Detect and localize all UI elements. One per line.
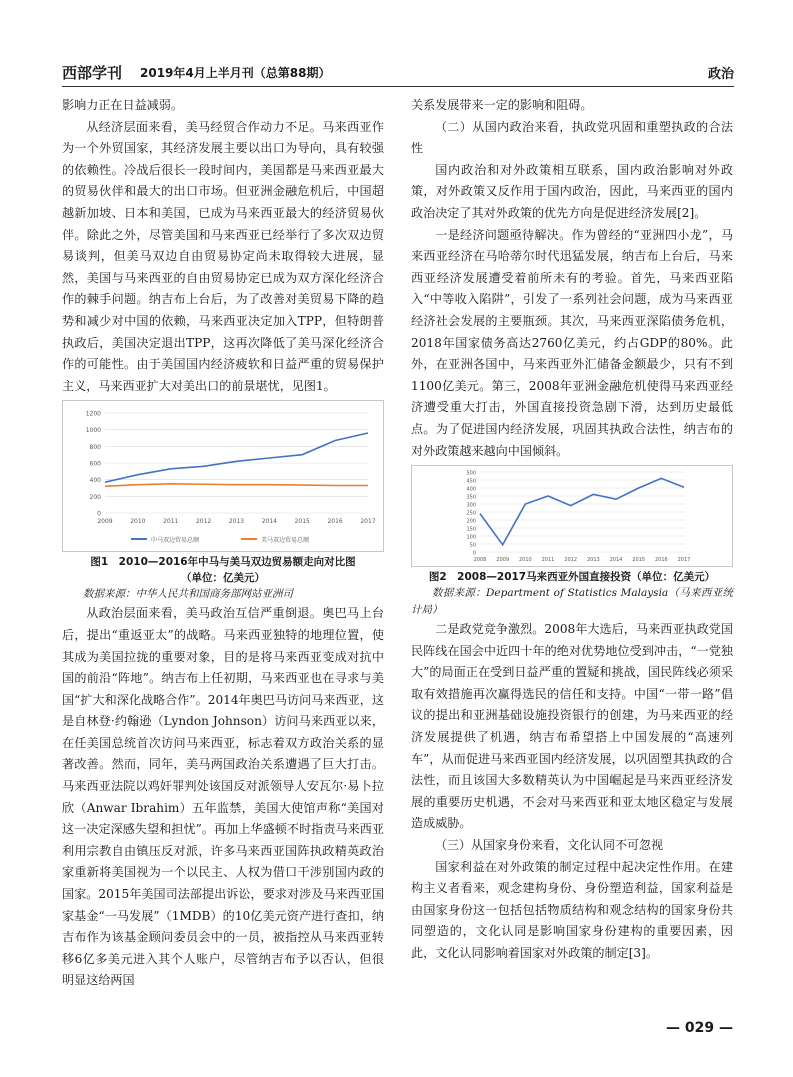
x-tick-label: 2009 bbox=[97, 518, 113, 526]
y-tick-label: 50 bbox=[469, 542, 476, 549]
y-tick-label: 450 bbox=[466, 478, 476, 485]
figure-1-caption: 图1 2010—2016年中马与美马双边贸易额走向对比图 bbox=[90, 556, 356, 569]
section-label: 政治 bbox=[707, 67, 734, 82]
paragraph: 国家利益在对外政策的制定过程中起决定性作用。在建构主义者看来，观念建构身份、身份塑造利益，国家利益是由国家身份这一包括包括物质结构和观念结构的国家身份共同塑造的，文化认同是影响国家身份建构的重要因素，因此，文化认同影响着国家对外政策的制定[3]。 bbox=[411, 859, 733, 960]
x-tick-label: 2013 bbox=[586, 557, 600, 564]
series-line bbox=[480, 478, 684, 544]
paragraph: 一是经济问题亟待解决。作为曾经的“亚洲四小龙”，马来西亚经济在马哈蒂尔时代迅猛发展，纳吉布上台后，马来西亚经济发展遭受着前所未有的考验。首先，马来西亚陷入“中等收入陷阱”，引发了一系列社会问题，成为马来西亚经济社会发展的主要瓶颈。其次，马来西亚深陷债务危机，2018年国家债务高达2760亿美元，约占GDP的80%。此外，在亚洲各国中，马来西亚外汇储备金额最少，只有不到1100亿美元。第三，2008年亚洲金融危机使得马来西亚经济遭受重大打击，外国直接投资急剧下滑，达到历史最低点。为了促进国内经济发展，巩固其执政合法性，纳吉布的对外政策越来越向中国倾斜。 bbox=[411, 227, 733, 458]
x-tick-label: 2012 bbox=[564, 557, 578, 564]
legend-label: 中马双边贸易总额 bbox=[151, 537, 200, 545]
x-tick-label: 2010 bbox=[130, 518, 146, 526]
right-column bbox=[411, 95, 733, 965]
x-tick-label: 2015 bbox=[294, 518, 310, 526]
page-header bbox=[62, 62, 734, 84]
x-tick-label: 2016 bbox=[654, 557, 668, 564]
y-tick-label: 150 bbox=[466, 526, 476, 533]
x-tick-label: 2016 bbox=[327, 518, 343, 526]
header-divider bbox=[62, 86, 734, 87]
subsection-heading: （二）从国内政治来看，执政党巩固和重塑执政的合法性 bbox=[411, 119, 733, 156]
y-tick-label: 350 bbox=[466, 494, 476, 501]
y-tick-label: 100 bbox=[466, 534, 476, 541]
x-tick-label: 2008 bbox=[473, 557, 487, 564]
paragraph: 影响力正在日益减弱。 bbox=[62, 98, 183, 112]
y-tick-label: 300 bbox=[466, 502, 476, 509]
y-tick-label: 400 bbox=[466, 486, 476, 493]
y-tick-label: 0 bbox=[472, 550, 476, 557]
x-tick-label: 2010 bbox=[518, 557, 532, 564]
chart-2 bbox=[452, 466, 692, 566]
y-tick-label: 1200 bbox=[85, 410, 101, 418]
figure-2-source: 数据来源：Department of Statistics Malaysia（马来西亚统计局） bbox=[411, 587, 733, 617]
y-tick-label: 800 bbox=[89, 444, 101, 452]
y-tick-label: 0 bbox=[97, 510, 101, 518]
subsection-heading: （三）从国家身份来看，文化认同不可忽视 bbox=[435, 838, 664, 853]
x-tick-label: 2012 bbox=[195, 518, 212, 526]
left-column bbox=[62, 95, 384, 992]
y-tick-label: 500 bbox=[466, 470, 476, 477]
series-line bbox=[105, 484, 368, 487]
legend-label: 美马双边贸易总额 bbox=[261, 537, 310, 545]
x-tick-label: 2015 bbox=[632, 557, 646, 564]
x-tick-label: 2011 bbox=[541, 557, 555, 564]
paragraph: 从政治层面来看，美马政治互信严重倒退。奥巴马上台后，提出“重返亚太”的战略。马来西亚独特的地理位置，使其成为美国拉拢的重要对象，目的是将马来西亚变成对抗中国的前沿“阵地”。纳吉布上任初期，马来西亚也在寻求与美国“扩大和深化战略合作”。2014年奥巴马访问马来西亚，这是自林登·约翰逊（Lyndon Johnson）访问马来西亚以来，在任美国总统首次访问马来西亚，标志着双方政治关系的显著改善。然而，同年，美马两国政治关系遭遇了巨大打击。马来西亚法院以鸡奸罪判处该国反对派领导人安瓦尔·易卜拉欣（Anwar Ibrahim）五年监禁，美国大使馆声称“美国对这一决定深感失望和担忧”。再加上华盛顿不时指责马来西亚利用宗教自由镇压反对派，许多马来西亚国阵执政精英政治家重新将美国视为一个以民主、人权为借口干涉别国内政的国家。2015年美国司法部提出诉讼，要求对涉及马来西亚国家基金“一马发展”（1MDB）的10亿美元资产进行查扣，纳吉布作为该基金顾问委员会中的一员，被指控从马来西亚转移6亿多美元进入其个人账户，尽管纳吉布予以否认，但很明显这给两国 bbox=[62, 606, 384, 988]
paragraph: 国内政治和对外政策相互联系，国内政治影响对外政策，对外政策又反作用于国内政治，因此，马来西亚的国内政治决定了其对外政策的优先方向是促进经济发展[2]。 bbox=[411, 162, 733, 220]
y-tick-label: 600 bbox=[89, 460, 101, 468]
figure-1 bbox=[62, 400, 384, 552]
series-line bbox=[105, 433, 368, 482]
paragraph: 从经济层面来看，美马经贸合作动力不足。马来西亚作为一个外贸国家，其经济发展主要以出口为导向，具有较强的依赖性。冷战后很长一段时间内，美国都是马来西亚最大的贸易伙伴和最大的出口市场。但亚洲金融危机后，中国超越新加坡、日本和美国，已成为马来西亚最大的经济贸易伙伴。除此之外，尽管美国和马来西亚已经举行了多次双边贸易谈判，但美马双边自由贸易协定尚未取得较大进展，显然，美国与马来西亚的自由贸易协定已成为双方深化经济合作的棘手问题。纳吉布上台后，为了改善对美贸易下降的趋势和减少对中国的依赖，马来西亚决定加入TPP，但特朗普执政后，美国决定退出TPP，这再次降低了美马深化经济合作的可能性。由于美国国内经济疲软和日益严重的贸易保护主义，马来西亚扩大对美出口的前景堪忧，见图1。 bbox=[62, 119, 384, 393]
figure-1-unit: （单位：亿美元） bbox=[181, 572, 265, 585]
x-tick-label: 2017 bbox=[677, 557, 691, 564]
x-tick-label: 2014 bbox=[261, 518, 278, 526]
x-tick-label: 2017 bbox=[360, 518, 376, 526]
journal-logo: 西部学刊 bbox=[62, 64, 123, 82]
y-tick-label: 1000 bbox=[85, 427, 101, 435]
x-tick-label: 2009 bbox=[496, 557, 510, 564]
y-tick-label: 200 bbox=[89, 494, 101, 502]
figure-2 bbox=[411, 465, 733, 567]
figure-2-caption: 图2 2008—2017马来西亚外国直接投资（单位：亿美元） bbox=[428, 571, 716, 584]
issue-info: 2019年4月上半月刊（总第88期） bbox=[140, 66, 331, 80]
x-tick-label: 2011 bbox=[163, 518, 179, 526]
figure-1-source: 数据来源：中华人民共和国商务部网站亚洲司 bbox=[83, 588, 293, 601]
y-tick-label: 200 bbox=[466, 518, 476, 525]
x-tick-label: 2013 bbox=[228, 518, 245, 526]
paragraph: 关系发展带来一定的影响和阻碍。 bbox=[411, 98, 593, 112]
x-tick-label: 2014 bbox=[609, 557, 623, 564]
y-tick-label: 250 bbox=[466, 510, 476, 517]
page-number: — 029 — bbox=[666, 1020, 733, 1036]
y-tick-label: 400 bbox=[89, 477, 101, 485]
paragraph: 二是政党竞争激烈。2008年大选后，马来西亚执政党国民阵线在国会中近四十年的绝对优势地位受到冲击，“一党独大”的局面正在受到日益严重的置疑和挑战，国民阵线必须采取有效措施再次赢得选民的信任和支持。中国“一带一路”倡议的提出和亚洲基础设施投资银行的创建，为马来西亚的经济发展提供了机遇，纳吉布希望搭上中国发展的“高速列车”，从而促进马来西亚国内经济发展，以巩固塑其执政的合法性，而且该国大多数精英认为中国崛起是马来西亚经济发展的重要历史机遇，不会对马来西亚和亚太地区稳定与发展造成威胁。 bbox=[411, 622, 733, 831]
chart-1 bbox=[63, 401, 383, 551]
